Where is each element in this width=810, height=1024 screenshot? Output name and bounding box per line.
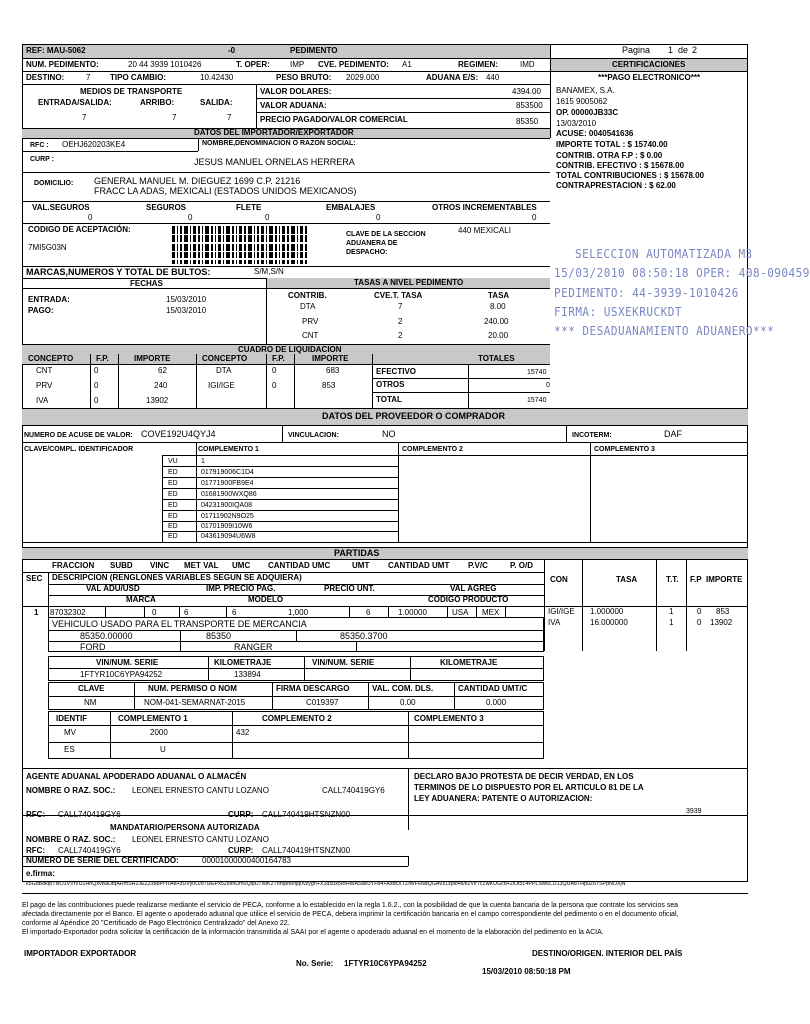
part-descripcion: VEHICULO USADO PARA EL TRANSPORTE DE MERCANCIA: [52, 619, 307, 629]
part-h-tt: T.T.: [666, 575, 679, 584]
arribo: 7: [172, 113, 177, 122]
ident-clave: ED: [168, 523, 178, 530]
part-tasa: 16.000000: [590, 618, 628, 627]
agente-rfc: CALL740419GY6: [58, 810, 121, 819]
part-importe: 13902: [710, 618, 733, 627]
legal-2: afectada directamente por el Banco. El agente o apoderado aduanal que utilice el servicio de PECA, debera imprimir la certificación bancaria en el campo correspondiente del pedimento o en el documento oficial,: [22, 911, 679, 918]
mandatario-title: MANDATARIO/PERSONA AUTORIZADA: [110, 823, 260, 832]
part-tt: 1: [669, 618, 674, 627]
tasa-row-tasa: 8.00: [490, 302, 506, 311]
acuse-valor: COVE192U4QYJ4: [141, 429, 216, 439]
importador-rfc: OEHJ620203KE4: [62, 140, 126, 149]
val-seguros-label: VAL.SEGUROS: [32, 203, 90, 212]
liq-h-totales: TOTALES: [478, 354, 515, 363]
part-h-pvc: P.V/C: [468, 561, 488, 570]
km-value: 133894: [234, 670, 261, 679]
identif-comp1: U: [160, 745, 166, 754]
domicilio-1: GENERAL MANUEL M. DIEGUEZ 1699 C.P. 21216: [94, 176, 301, 186]
total-value: 15740: [527, 397, 547, 404]
seguros: 0: [188, 213, 193, 222]
permiso-clave: NM: [84, 698, 97, 707]
total-value: 0: [546, 382, 550, 389]
part-sec: 1: [34, 608, 39, 617]
liq-fp-2: 0: [272, 366, 277, 375]
num-pedimento-label: NUM. PEDIMENTO:: [26, 60, 99, 69]
vin-value: 1FTYR10C6YPA94252: [80, 670, 163, 679]
vinculacion-label: VINCULACION:: [288, 432, 339, 439]
otros-incrementables: 0: [532, 213, 537, 222]
part-marca: FORD: [80, 642, 106, 652]
no-serie-label: No. Serie:: [296, 959, 334, 968]
tasa-row-contrib: CNT: [302, 331, 319, 340]
seccion-label-3: DESPACHO:: [346, 249, 388, 256]
ident-comp: 04231900IQA08: [201, 502, 252, 509]
mandatario-nombre-label: NOMBRE O RAZ. SOC.:: [26, 835, 116, 844]
cert-op: OP. 00000JB33C: [556, 108, 619, 117]
liq-h-importe: IMPORTE: [134, 354, 171, 363]
efirma-label: e.firma:: [26, 869, 55, 878]
incoterm-label: INCOTERM:: [572, 432, 612, 439]
otros-incrementables-label: OTROS INCREMENTABLES: [432, 203, 537, 212]
regimen: IMD: [520, 60, 535, 69]
footer-fecha: 15/03/2010 08:50:18 PM: [482, 967, 571, 976]
ident-clave: ED: [168, 480, 178, 487]
part-h-desc: DESCRIPCION (RENGLONES VARIABLES SEGUN SE ADQUIERA): [52, 573, 302, 582]
permiso-num: NOM-041-SEMARNAT-2015: [144, 698, 246, 707]
km-h-2: KILOMETRAJE: [440, 658, 498, 667]
ident-comp: 043619094U6W8: [201, 533, 256, 540]
peso-bruto: 2029.000: [346, 73, 380, 82]
fecha-entrada: 15/03/2010: [166, 295, 207, 304]
cert-contrib-efectivo: CONTRIB. EFECTIVO : $ 15678.00: [556, 161, 685, 170]
total-value: 15740: [527, 369, 547, 376]
part-valadu: 85350.00000: [80, 631, 133, 641]
regimen-label: REGIMEN:: [458, 60, 498, 69]
valor-dolares: 4394.00: [512, 87, 541, 96]
ident-clave: ED: [168, 502, 178, 509]
seccion-label-2: ADUANERA DE: [346, 240, 398, 247]
ident-comp: 01711902N9O25: [201, 513, 254, 520]
permiso-h-firma: FIRMA DESCARGO: [276, 684, 350, 693]
part-modelo: RANGER: [234, 642, 273, 652]
part-fp: 0: [697, 607, 702, 616]
fecha-pago-label: PAGO:: [28, 306, 54, 315]
ident-clave: VU: [168, 458, 178, 465]
cert-linea2: 1615 9005062: [556, 97, 608, 106]
part-vinc: 6: [184, 608, 189, 617]
mandatario-nombre: LEONEL ERNESTO CANTU LOZANO: [132, 835, 269, 844]
part-h-metval: MET VAL: [184, 561, 219, 570]
val-seguros: 0: [88, 213, 93, 222]
permiso-firma: C019397: [306, 698, 339, 707]
part-metval: 6: [232, 608, 237, 617]
stamp-line-3: PEDIMENTO: 44-3939-1010426: [554, 286, 739, 300]
proveedor-title: DATOS DEL PROVEEDOR O COMPRADOR: [322, 411, 506, 421]
tipo-cambio: 10.42430: [200, 73, 234, 82]
ident-clave: ED: [168, 533, 178, 540]
liq-importe-2: 683: [326, 366, 340, 375]
liq-concepto: PRV: [36, 381, 53, 390]
ident-h-clave: CLAVE/COMPL. IDENTIFICADOR: [24, 446, 134, 453]
fecha-entrada-label: ENTRADA:: [28, 295, 70, 304]
permiso-h-valcom: VAL. COM. DLS.: [372, 684, 434, 693]
part-tt: 1: [669, 607, 674, 616]
transporte-title: MEDIOS DE TRANSPORTE: [80, 87, 183, 96]
part-h-marca: MARCA: [126, 595, 156, 604]
part-h-importe: IMPORTE: [706, 575, 743, 584]
liq-concepto: CNT: [36, 366, 53, 375]
part-pod: MEX: [482, 608, 500, 617]
ident-comp: 01701909I10W6: [201, 523, 253, 530]
cert-acuse: ACUSE: 0040541636: [556, 129, 634, 138]
mandatario-rfc-label: RFC:: [26, 846, 46, 855]
liq-h-concepto: CONCEPTO: [28, 354, 74, 363]
part-h-valadu: VAL ADU/USD: [86, 584, 140, 593]
liq-fp-2: 0: [272, 381, 277, 390]
tasa-row-cve: 7: [398, 302, 403, 311]
mandatario-rfc: CALL740419GY6: [58, 846, 121, 855]
part-cantumt: 1.00000: [398, 608, 427, 617]
mandatario-curp-label: CURP:: [228, 846, 254, 855]
permiso-h-cantumtc: CANTIDAD UMT/C: [458, 684, 528, 693]
legal-4: El importado-Exportador podra solicitar la certificación de la información transmitida al SAAI por el agente o apoderado aduanal en el momento de la elaboración del pedimento en la ACIA.: [22, 929, 604, 936]
liq-concepto-2: IGI/IGE: [208, 381, 235, 390]
serie-cert-label: NUMERO DE SERIE DEL CERTIFICADO:: [26, 856, 179, 865]
part-h-vinc: VINC: [150, 561, 170, 570]
embalajes-label: EMBALAJES: [326, 203, 376, 212]
total-label: OTROS: [376, 380, 405, 389]
curp-label: CURP :: [30, 156, 54, 163]
t-oper: IMP: [290, 60, 305, 69]
valor-aduana-label: VALOR ADUANA:: [260, 101, 327, 110]
page-number: 1: [668, 45, 674, 55]
part-precunit: 85350.3700: [340, 631, 388, 641]
agente-rfc-label: RFC:: [26, 810, 46, 819]
cert-total-contrib: TOTAL CONTRIBUCIONES : $ 15678.00: [556, 171, 705, 180]
precio-pagado: 85350: [516, 117, 539, 126]
flete-label: FLETE: [236, 203, 262, 212]
stamp-line-4: FIRMA: USXEKRUCKDT: [554, 305, 682, 319]
rfc-label: RFC :: [30, 142, 49, 149]
ident-comp: 01771900FB9E4: [201, 480, 254, 487]
no-serie: 1FTYR10C6YPA94252: [344, 959, 427, 968]
part-h-subd: SUBD: [110, 561, 133, 570]
total-label: EFECTIVO: [376, 367, 417, 376]
ident-comp: 1: [201, 458, 205, 465]
arribo-label: ARRIBO:: [140, 98, 175, 107]
part-h-con: CON: [550, 575, 568, 584]
part-pvc: USA: [452, 608, 469, 617]
liq-concepto-2: DTA: [216, 366, 232, 375]
tasas-title: TASAS A NIVEL PEDIMENTO: [354, 278, 464, 287]
tasa-row-tasa: 20.00: [488, 331, 509, 340]
precio-pagado-label: PRECIO PAGADO/VALOR COMERCIAL: [260, 115, 408, 124]
tasa-row-contrib: DTA: [300, 302, 316, 311]
part-con: IVA: [548, 618, 561, 627]
num-pedimento: 20 44 3939 1010426: [128, 60, 202, 69]
ident-h-comp3: COMPLEMENTO 3: [594, 446, 655, 453]
identif-h-comp2: COMPLEMENTO 2: [262, 714, 332, 723]
part-h-precunit: PRECIO UNT.: [324, 584, 375, 593]
aduana: 440: [486, 73, 500, 82]
identif-comp1: 2000: [150, 728, 168, 737]
tasas-h-cve: CVE.T. TASA: [374, 291, 423, 300]
ident-clave: ED: [168, 491, 178, 498]
liq-h-fp: F.P.: [96, 354, 109, 363]
part-h-cantumt: CANTIDAD UMT: [388, 561, 450, 570]
identif-h-comp1: COMPLEMENTO 1: [118, 714, 188, 723]
marcas-value: S/M,S/N: [254, 267, 284, 276]
valor-dolares-label: VALOR DOLARES:: [260, 87, 332, 96]
cert-contraprestacion: CONTRAPRESTACION : $ 62.00: [556, 181, 676, 190]
part-importe: 853: [716, 607, 730, 616]
peso-bruto-label: PESO BRUTO:: [276, 73, 332, 82]
seccion-aduanera: 440 MEXICALI: [458, 226, 511, 235]
pago-electronico: ***PAGO ELECTRONICO***: [598, 73, 701, 82]
identif-clave: MV: [64, 728, 76, 737]
cve-pedimento: A1: [402, 60, 412, 69]
declaro-3: LEY ADUANERA: PATENTE O AUTORIZACION:: [414, 794, 593, 803]
liq-fp: 0: [94, 366, 99, 375]
tasa-row-cve: 2: [398, 331, 403, 340]
legal-3: conforme al Apéndice 20 "Certificado de Pago Electrónico Centralizado" del Anexo 22.: [22, 920, 290, 927]
page-label: Pagina: [622, 45, 651, 55]
part-h-valagreg: VAL AGREG: [450, 584, 497, 593]
doc-title: PEDIMENTO: [290, 46, 338, 55]
entrada-salida-label: ENTRADA/SALIDA:: [38, 98, 112, 107]
ident-clave: ED: [168, 513, 178, 520]
ident-comp: 017919006C1D4: [201, 469, 254, 476]
permiso-h-num: NUM. PERMISO O NOM: [148, 684, 237, 693]
part-h-codprod: CODIGO PRODUCTO: [428, 595, 509, 604]
part-h-umt: UMT: [352, 561, 370, 570]
liq-h-importe-2: IMPORTE: [312, 354, 349, 363]
part-fraccion: 87032302: [50, 608, 86, 617]
page-of: de: [678, 45, 689, 55]
ident-h-comp1: COMPLEMENTO 1: [198, 446, 259, 453]
importador-nombre: JESUS MANUEL ORNELAS HERRERA: [194, 157, 355, 167]
permiso-valcom: 0.00: [400, 698, 416, 707]
importador-exportador: IMPORTADOR EXPORTADOR: [24, 949, 137, 958]
part-fp: 0: [697, 618, 702, 627]
agente-nombre-label: NOMBRE O RAZ. SOC.:: [26, 786, 116, 795]
permiso-cantumtc: 0.000: [486, 698, 507, 707]
t-oper-label: T. OPER:: [236, 60, 270, 69]
destino: 7: [86, 73, 91, 82]
seguros-label: SEGUROS: [146, 203, 187, 212]
incoterm: DAF: [664, 429, 682, 439]
certificaciones-title: CERTIFICACIONES: [612, 60, 686, 69]
part-umt: 6: [366, 608, 371, 617]
cert-contrib-otra: CONTRIB. OTRA F.P : $ 0.00: [556, 151, 663, 160]
identif-h: IDENTIF: [56, 714, 88, 723]
part-h-tasa: TASA: [616, 575, 638, 584]
destino-label: DESTINO:: [26, 73, 65, 82]
tasas-h-tasa: TASA: [488, 291, 510, 300]
cve-pedimento-label: CVE. PEDIMENTO:: [318, 60, 389, 69]
domicilio-2: FRACC LA ADAS, MEXICALI (ESTADOS UNIDOS MEXICANOS): [94, 186, 357, 196]
fecha-pago: 15/03/2010: [166, 306, 207, 315]
vinculacion: NO: [382, 429, 396, 439]
liq-fp: 0: [94, 396, 99, 405]
partidas-title: PARTIDAS: [334, 548, 380, 558]
part-h-fp: F.P: [690, 575, 702, 584]
liq-fp: 0: [94, 381, 99, 390]
agente-curp: CALL740419HTSNZN00: [262, 810, 351, 819]
cert-importe-total: IMPORTE TOTAL : $ 15740.00: [556, 140, 668, 149]
liq-importe: 240: [154, 381, 168, 390]
acuse-valor-label: NUMERO DE ACUSE DE VALOR:: [24, 432, 133, 439]
codigo-aceptacion: 7MI5G03N: [28, 243, 67, 252]
salida-label: SALIDA:: [200, 98, 233, 107]
agente-curp-label: CURP:: [228, 810, 254, 819]
stamp-line-1: SELECCION AUTOMATIZADA M3: [575, 247, 753, 261]
part-h-cantumc: CANTIDAD UMC: [268, 561, 331, 570]
marcas-label: MARCAS,NUMEROS Y TOTAL DE BULTOS:: [26, 267, 211, 277]
efirma: k5GdB8ktpTfxO1VVfVU1HhQxvBaUfqARmSH2JEZZxa8PfYu4a+zUVy0O/87u/EPx528lmUm0QqlD7x8K2Thhqefo/fjq0vzygh+X1d5uxo/BHWA5aw3YFb4+AxdcXTZfWF6NdQGAVz1zpio4s/k2Vlr7cZwKUGcd+2lOt5L4PPLSM6L1I13QUA8THpuZ67SPpNOXjN: [26, 881, 626, 887]
embalajes: 0: [376, 213, 381, 222]
barcode: [170, 224, 310, 266]
marca-cell: [48, 641, 544, 652]
total-label: TOTAL: [376, 395, 402, 404]
ref-suffix: -0: [228, 46, 236, 55]
agente-title: AGENTE ADUANAL APODERADO ADUANAL O ALMACÉN: [26, 772, 247, 781]
part-tasa: 1.000000: [590, 607, 624, 616]
declaro-2: TERMINOS DE LO DISPUESTO POR EL ARTICULO 81 DE LA: [414, 783, 644, 792]
serie-cert: 00001000000400164783: [202, 856, 291, 865]
codigo-aceptacion-label: CODIGO DE ACEPTACIÓN:: [28, 225, 131, 234]
liq-importe: 13902: [146, 396, 169, 405]
nombre-label: NOMBRE,DENOMINACION O RAZON SOCIAL:: [202, 140, 356, 147]
cert-fecha: 13/03/2010: [556, 119, 597, 128]
cert-banco: BANAMEX, S.A.: [556, 86, 615, 95]
part-h-fraccion: FRACCION: [52, 561, 95, 570]
stamp-line-2: 15/03/2010 08:50:18 OPER: 408-090459: [554, 266, 810, 280]
legal-1: El pago de las contribuciones puede realizarse mediante el servicio de PECA, conforme a lo establecido en la regla 1.6.2., con la posibilidad de que la cuenta bancaria de la persona que contrate los servicios sea: [22, 902, 679, 909]
tasa-row-tasa: 240.00: [484, 317, 509, 326]
vin-h-2: VIN/NUM. SERIE: [312, 658, 375, 667]
part-imppag: 85350: [206, 631, 232, 641]
km-h: KILOMETRAJE: [214, 658, 272, 667]
part-h-umc: UMC: [232, 561, 251, 570]
destino-origen: DESTINO/ORIGEN. INTERIOR DEL PAÍS: [532, 949, 683, 958]
liq-h-fp-2: F.P.: [272, 354, 285, 363]
page-total: 2: [692, 45, 698, 55]
part-h-modelo: MODELO: [248, 595, 284, 604]
tasas-h-contrib: CONTRIB.: [288, 291, 327, 300]
liq-importe-2: 853: [322, 381, 336, 390]
liq-importe: 62: [158, 366, 167, 375]
liq-concepto: IVA: [36, 396, 49, 405]
agente-nombre-rfc: CALL740419GY6: [322, 786, 385, 795]
valor-aduana: 853500: [516, 101, 543, 110]
vin-h: VIN/NUM. SERIE: [96, 658, 159, 667]
permiso-h-clave: CLAVE: [78, 684, 105, 693]
flete: 0: [265, 213, 270, 222]
tasa-row-cve: 2: [398, 317, 403, 326]
part-cantumc: 1,000: [288, 608, 309, 617]
stamp-line-5: *** DESADUANAMIENTO ADUANERO***: [554, 324, 775, 338]
liquidacion-title: CUADRO DE LIQUIDACION: [238, 345, 342, 354]
tasa-row-contrib: PRV: [302, 317, 319, 326]
part-con: IGI/IGE: [548, 607, 575, 616]
fechas-title: FECHAS: [130, 279, 163, 288]
tipo-cambio-label: TIPO CAMBIO:: [110, 73, 166, 82]
part-h-sec: SEC: [26, 574, 43, 583]
declaro-1: DECLARO BAJO PROTESTA DE DECIR VERDAD, EN LOS: [414, 772, 634, 781]
ident-comp: 01681900WXQ86: [201, 491, 257, 498]
ref: REF: MAU-5062: [26, 46, 86, 55]
part-subd: 0: [152, 608, 157, 617]
identif-clave: ES: [64, 745, 75, 754]
ident-clave: ED: [168, 469, 178, 476]
identif-comp2: 432: [236, 728, 250, 737]
domicilio-label: DOMICILIO:: [34, 180, 74, 187]
liq-h-concepto-2: CONCEPTO: [202, 354, 248, 363]
entrada-salida: 7: [82, 113, 87, 122]
mandatario-curp: CALL740419HTSNZN00: [262, 846, 351, 855]
seccion-label-1: CLAVE DE LA SECCION: [346, 231, 426, 238]
part-h-pod: P. O/D: [510, 561, 533, 570]
ident-h-comp2: COMPLEMENTO 2: [402, 446, 463, 453]
identif-h-comp3: COMPLEMENTO 3: [414, 714, 484, 723]
patente: 3939: [686, 808, 702, 815]
importador-title: DATOS DEL IMPORTADOR/EXPORTADOR: [194, 128, 354, 137]
salida: 7: [227, 113, 232, 122]
agente-nombre: LEONEL ERNESTO CANTU LOZANO: [132, 786, 269, 795]
part-h-imppag: IMP. PRECIO PAG.: [206, 584, 276, 593]
aduana-label: ADUANA E/S:: [426, 73, 479, 82]
